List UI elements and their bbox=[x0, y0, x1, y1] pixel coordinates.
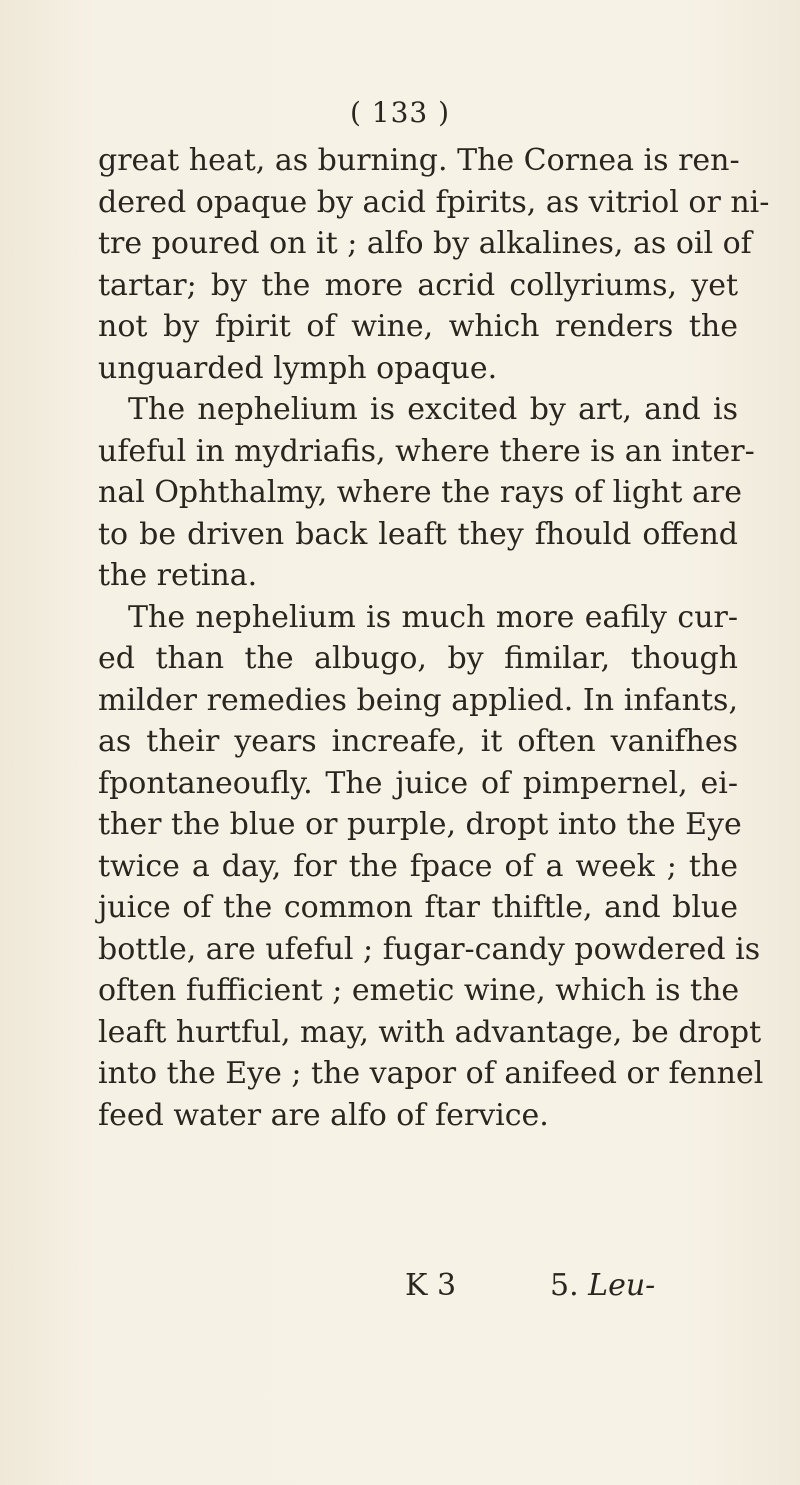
text-line: bottle, are ufeful ; fugar-candy powdered is bbox=[98, 931, 761, 967]
text-line: into the Eye ; the vapor of anifeed or fennel bbox=[98, 1056, 764, 1091]
page-number: ( 133 ) bbox=[349, 96, 451, 129]
text-line: twice a day, for the fpace of a week ; the bbox=[98, 848, 738, 884]
text-line: unguarded lymph opaque. bbox=[98, 350, 498, 386]
text-line: the retina. bbox=[98, 558, 258, 593]
text-line: ed than the albugo, by fimilar, though bbox=[98, 641, 738, 676]
text-line: often fufficient ; emetic wine, which is the bbox=[98, 973, 740, 1008]
text-line: dered opaque by acid fpirits, as vitriol or ni- bbox=[98, 184, 770, 220]
text-line: tre poured on it ; alfo by alkalines, as oil of bbox=[98, 226, 752, 261]
text-line: to be driven back leaft they fhould offend bbox=[98, 516, 738, 552]
text-line: fpontaneoufly. The juice of pimpernel, ei- bbox=[98, 765, 738, 801]
catchword: 5. Leu- bbox=[550, 1268, 656, 1303]
body-text bbox=[98, 140, 770, 1136]
text-line: ther the blue or purple, dropt into the Eye bbox=[98, 807, 742, 842]
text-line: ufeful in mydriafis, where there is an inter- bbox=[98, 433, 755, 469]
text-line: as their years increafe, it often vanifhes bbox=[98, 724, 738, 759]
text-line: great heat, as burning. The Cornea is ren- bbox=[98, 143, 740, 178]
text-line: The nephelium is much more eafily cur- bbox=[128, 599, 738, 635]
text-line: leaft hurtful, may, with advantage, be dropt bbox=[98, 1014, 762, 1050]
text-line: tartar; by the more acrid collyriums, yet bbox=[98, 267, 738, 303]
text-line: not by fpirit of wine, which renders the bbox=[98, 309, 738, 344]
text-line: milder remedies being applied. In infants, bbox=[98, 682, 738, 718]
text-line: feed water are alfo of fervice. bbox=[98, 1097, 549, 1133]
text-line: juice of the common ftar thiftle, and blue bbox=[98, 890, 738, 925]
signature-mark: K 3 bbox=[405, 1268, 457, 1303]
text-line: The nephelium is excited by art, and is bbox=[128, 392, 738, 427]
text-line: nal Ophthalmy, where the rays of light are bbox=[98, 475, 742, 510]
